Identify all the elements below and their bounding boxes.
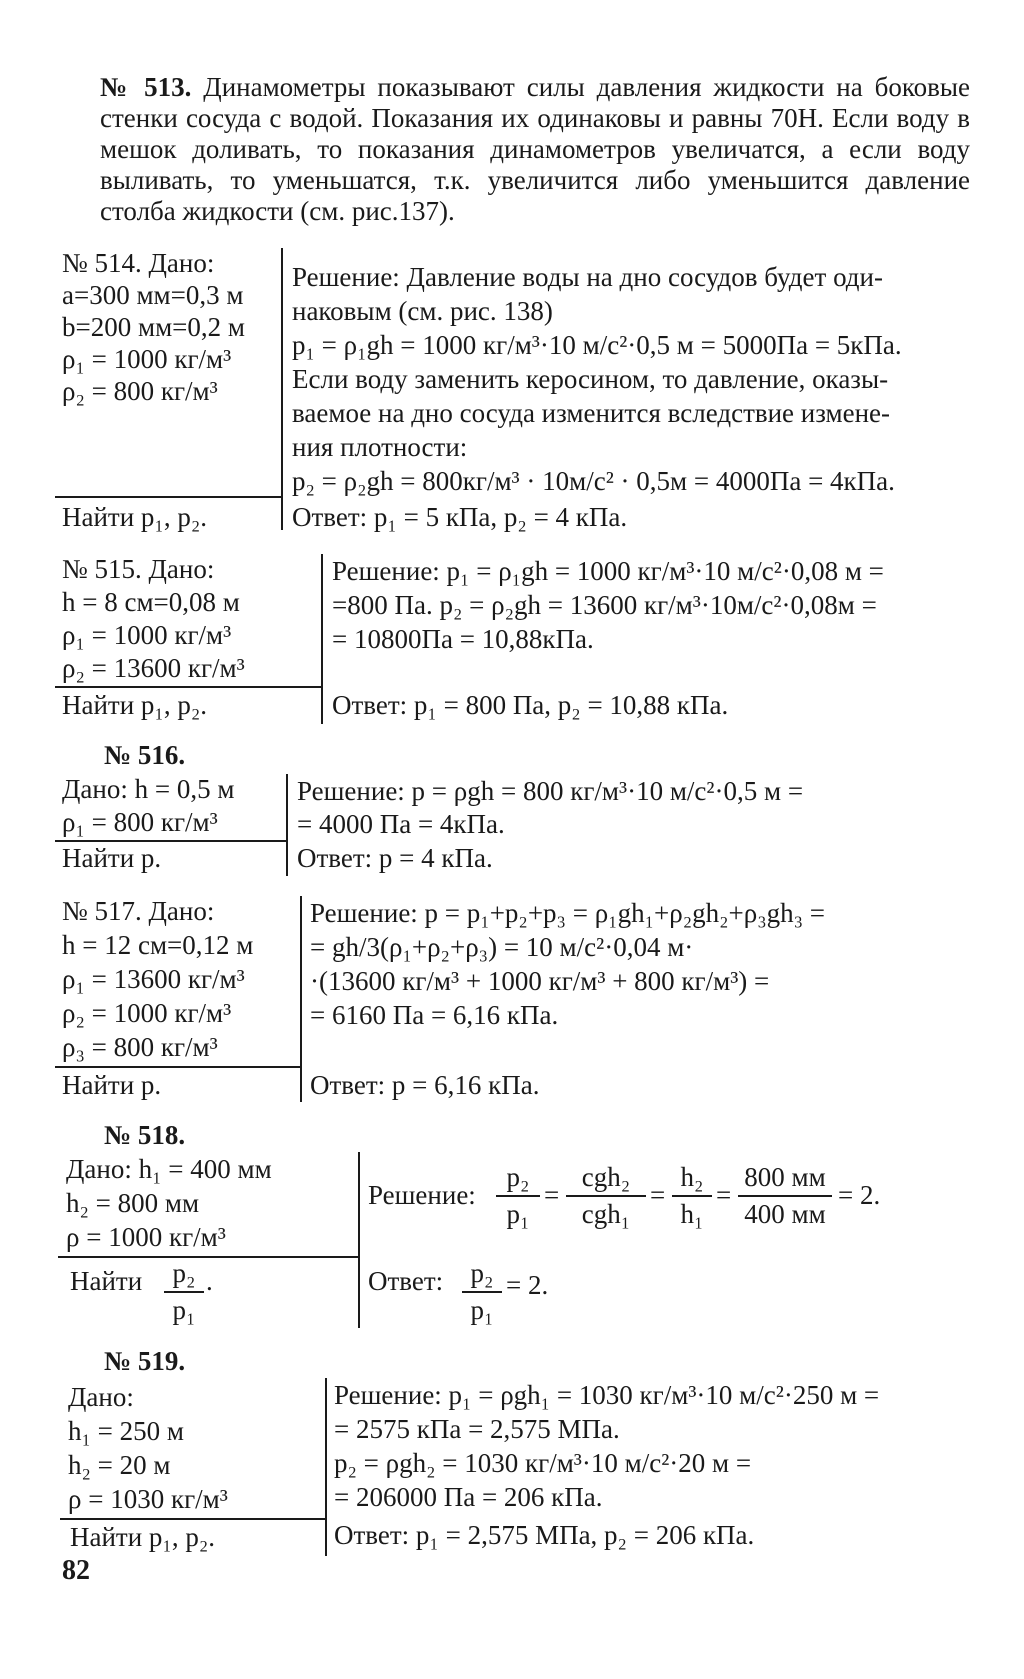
given-separator xyxy=(60,1518,325,1520)
given-separator xyxy=(55,840,286,842)
given-517-title: № 517. Дано: xyxy=(62,896,215,926)
fraction xyxy=(462,1258,502,1325)
answer-518-result: = 2. xyxy=(506,1270,549,1300)
solution-515-line: =800 Па. p₂ = ρ₂gh = 13600 кг/м³·10м/с²·0,08м = xyxy=(332,590,877,620)
fraction-bar xyxy=(738,1195,832,1197)
fraction xyxy=(738,1162,832,1229)
answer-519: Ответ: p₁ = 2,575 МПа, p₂ = 206 кПа. xyxy=(334,1520,755,1550)
answer-515: Ответ: p₁ = 800 Па, p₂ = 10,88 кПа. xyxy=(332,690,729,720)
solution-516-line: = 4000 Па = 4кПа. xyxy=(297,809,505,839)
solution-516-line: Решение: p = ρgh = 800 кг/м³·10 м/с²·0,5 м = xyxy=(297,776,804,806)
given-517-line: h = 12 см=0,12 м xyxy=(62,930,254,960)
given-separator xyxy=(55,1066,300,1068)
fraction xyxy=(566,1162,646,1229)
given-separator xyxy=(55,496,281,498)
solution-514-line: наковым (см. рис. 138) xyxy=(292,296,553,326)
solution-515-line: Решение: p₁ = ρ₁gh = 1000 кг/м³·10 м/с²·0,08 м = xyxy=(332,556,884,586)
find-518-period: . xyxy=(206,1266,213,1296)
fraction-numerator: h₂ xyxy=(680,1162,704,1192)
equals-sign: = xyxy=(544,1180,560,1210)
fraction xyxy=(496,1162,540,1229)
solution-divider xyxy=(281,248,283,530)
given-518-line: h₂ = 800 мм xyxy=(66,1188,200,1218)
given-515-line: h = 8 см=0,08 м xyxy=(62,587,240,617)
find-516: Найти p. xyxy=(62,843,162,873)
solution-517-line: ·(13600 кг/м³ + 1000 кг/м³ + 800 кг/м³) = xyxy=(310,966,770,996)
given-517-line: ρ₁ = 13600 кг/м³ xyxy=(62,964,245,994)
solution-divider xyxy=(300,896,302,1102)
solution-514-line: ваемое на дно сосуда изменится вследствие измене- xyxy=(292,398,891,428)
problem-513 xyxy=(100,72,970,227)
given-515-title: № 515. Дано: xyxy=(62,554,215,584)
solution-514-line: ния плотности: xyxy=(292,432,468,462)
fraction-denominator: h₁ xyxy=(680,1199,704,1229)
fraction-denominator: 400 мм xyxy=(744,1199,826,1229)
fraction-denominator: p₁ xyxy=(506,1199,530,1229)
given-519-line: h₁ = 250 м xyxy=(68,1416,184,1446)
find-519: Найти p₁, p₂. xyxy=(70,1522,216,1552)
answer-514: Ответ: p₁ = 5 кПа, p₂ = 4 кПа. xyxy=(292,502,628,532)
answer-517: Ответ: p = 6,16 кПа. xyxy=(310,1070,540,1100)
page-number: 82 xyxy=(62,1555,90,1586)
problem-518-number: № 518. xyxy=(104,1120,186,1150)
solution-519-line: = 206000 Па = 206 кПа. xyxy=(334,1482,603,1512)
fraction-denominator: p₁ xyxy=(172,1295,196,1325)
answer-518-label: Ответ: xyxy=(368,1266,444,1296)
given-518-line: Дано: h₁ = 400 мм xyxy=(66,1154,272,1184)
fraction-denominator: cgh₁ xyxy=(581,1199,631,1229)
given-516-line: Дано: h = 0,5 м xyxy=(62,774,235,804)
fraction-denominator: p₁ xyxy=(470,1295,494,1325)
solution-518-label: Решение: xyxy=(368,1180,476,1210)
problem-516-number: № 516. xyxy=(104,740,186,770)
solution-519-line: Решение: p₁ = ρgh₁ = 1030 кг/м³·10 м/с²·250 м = xyxy=(334,1380,880,1410)
solution-514-line: Решение: Давление воды на дно сосудов будет оди- xyxy=(292,262,883,292)
problem-519-number: № 519. xyxy=(104,1346,186,1376)
solution-514-line: Если воду заменить керосином, то давление, оказы- xyxy=(292,364,889,394)
given-514-line: ρ₂ = 800 кг/м³ xyxy=(62,376,218,406)
solution-518-result: = 2. xyxy=(838,1180,881,1210)
fraction-numerator: p₂ xyxy=(470,1258,494,1288)
solution-514-line: p₁ = ρ₁gh = 1000 кг/м³·10 м/с²·0,5 м = 5000Па = 5кПа. xyxy=(292,330,902,360)
given-517-line: ρ₂ = 1000 кг/м³ xyxy=(62,998,232,1028)
find-518-label: Найти xyxy=(70,1266,143,1296)
find-517: Найти p. xyxy=(62,1070,162,1100)
fraction xyxy=(164,1258,204,1325)
solution-517-line: = gh/3(ρ₁+ρ₂+ρ₃) = 10 м/с²·0,04 м· xyxy=(310,932,694,962)
equals-sign: = xyxy=(650,1180,666,1210)
fraction-bar xyxy=(462,1291,502,1293)
equals-sign: = xyxy=(716,1180,732,1210)
answer-516: Ответ: p = 4 кПа. xyxy=(297,843,493,873)
fraction-bar xyxy=(496,1195,540,1197)
fraction-numerator: cgh₂ xyxy=(581,1162,631,1192)
given-519-title: Дано: xyxy=(68,1382,134,1412)
given-515-line: ρ₂ = 13600 кг/м³ xyxy=(62,653,245,683)
given-514-line: a=300 мм=0,3 м xyxy=(62,280,244,310)
problem-513-number: № 513. xyxy=(100,72,192,102)
solution-divider xyxy=(321,554,323,724)
solution-519-line: = 2575 кПа = 2,575 МПа. xyxy=(334,1414,620,1444)
solution-514-line: p₂ = ρ₂gh = 800кг/м³ · 10м/с² · 0,5м = 4000Па = 4кПа. xyxy=(292,466,895,496)
given-519-line: ρ = 1030 кг/м³ xyxy=(68,1484,228,1514)
solution-divider xyxy=(286,774,288,876)
fraction-bar xyxy=(566,1195,646,1197)
given-515-line: ρ₁ = 1000 кг/м³ xyxy=(62,620,232,650)
solution-517-line: = 6160 Па = 6,16 кПа. xyxy=(310,1000,559,1030)
given-517-line: ρ₃ = 800 кг/м³ xyxy=(62,1032,218,1062)
given-516-line: ρ₁ = 800 кг/м³ xyxy=(62,807,218,837)
solution-divider xyxy=(325,1378,327,1556)
given-514-line: ρ₁ = 1000 кг/м³ xyxy=(62,344,232,374)
fraction-numerator: p₂ xyxy=(506,1162,530,1192)
find-514: Найти p₁, p₂. xyxy=(62,502,208,532)
solution-divider xyxy=(358,1152,360,1328)
problem-513-text: Динамометры показывают силы давления жидкости на боковые стенки сосуда с водой. Показания их одинаковы и равны 70Н. Если воду в мешок доливать, то показания динамометров увеличатся, а если воду выливать, то уменьшатся, т.к. увеличится либо уменьшится давление столба жидкости (см. рис.137). xyxy=(100,72,970,226)
solution-517-line: Решение: p = p₁+p₂+p₃ = ρ₁gh₁+ρ₂gh₂+ρ₃gh₃ = xyxy=(310,898,826,928)
solution-515-line: = 10800Па = 10,88кПа. xyxy=(332,624,594,654)
solution-519-line: p₂ = ρgh₂ = 1030 кг/м³·10 м/с²·20 м = xyxy=(334,1448,752,1478)
fraction-bar xyxy=(672,1195,712,1197)
given-519-line: h₂ = 20 м xyxy=(68,1450,171,1480)
fraction xyxy=(672,1162,712,1229)
given-separator xyxy=(55,686,321,688)
given-514-line: b=200 мм=0,2 м xyxy=(62,312,245,342)
given-separator xyxy=(58,1256,358,1258)
given-518-line: ρ = 1000 кг/м³ xyxy=(66,1222,226,1252)
fraction-bar xyxy=(164,1291,204,1293)
given-514-title: № 514. Дано: xyxy=(62,248,215,278)
fraction-numerator: 800 мм xyxy=(744,1162,826,1192)
find-515: Найти p₁, p₂. xyxy=(62,690,208,720)
fraction-numerator: p₂ xyxy=(172,1258,196,1288)
